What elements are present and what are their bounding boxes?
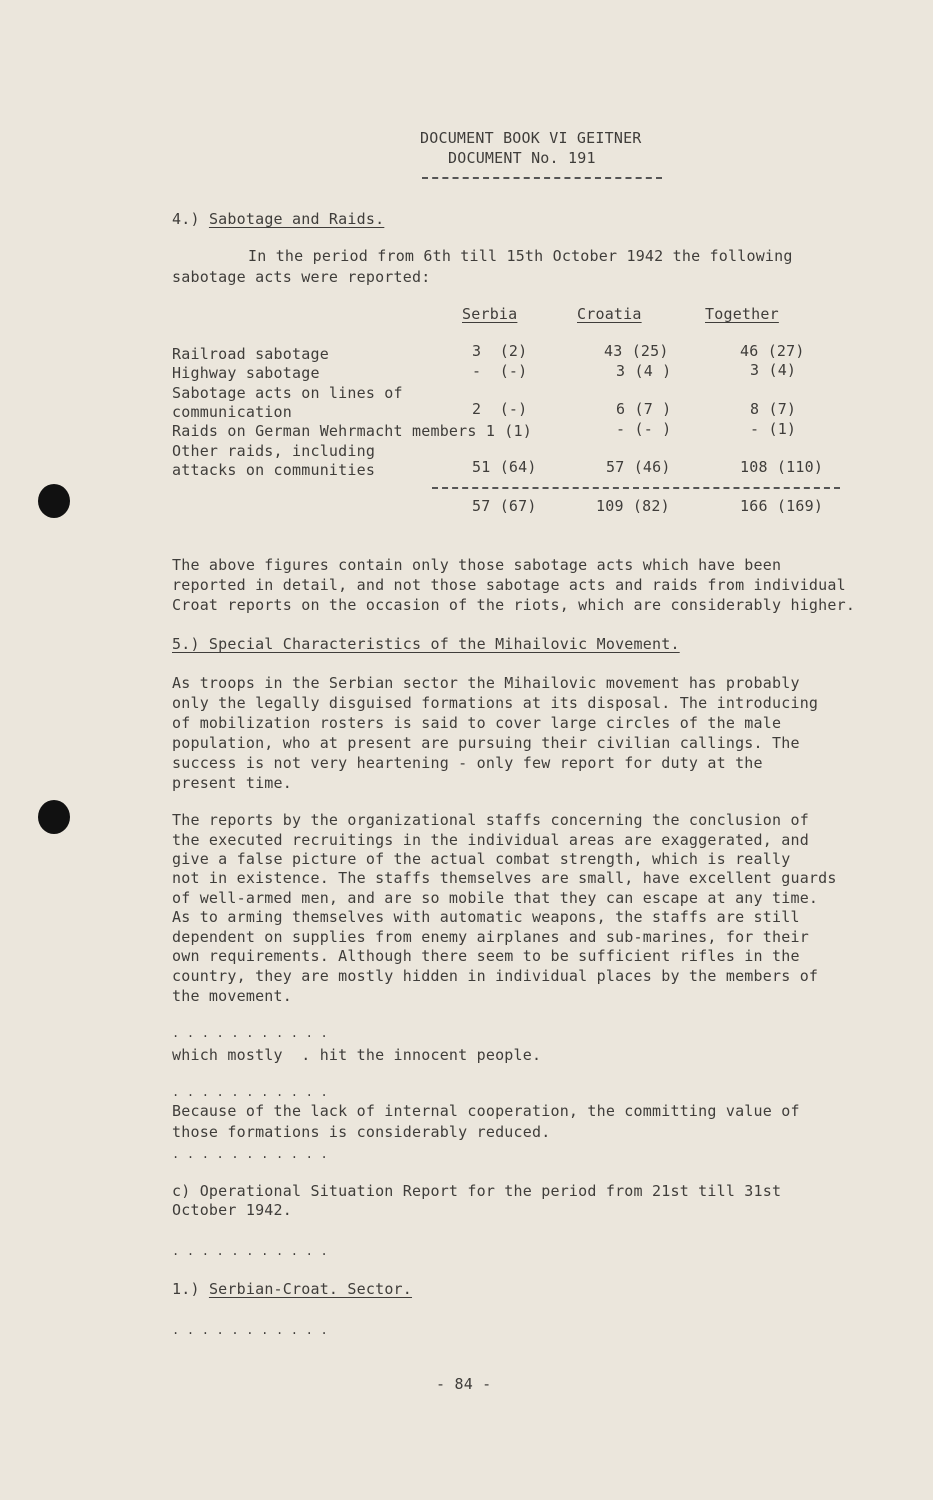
- table-cell: - (1): [750, 420, 797, 438]
- table-total-together: 166 (169): [740, 497, 824, 515]
- paragraph-line: not in existence. The staffs themselves are small, have excellent guards: [172, 869, 837, 887]
- paragraph-line: give a false picture of the actual combat strength, which is really: [172, 850, 791, 868]
- table-cell: 43 (25): [604, 342, 669, 360]
- table-cell: 2 (-): [472, 400, 528, 418]
- paragraph-line: present time.: [172, 774, 292, 792]
- table-cell: 108 (110): [740, 458, 824, 476]
- ellipsis-marker: . . . . . . . . . . .: [172, 1026, 328, 1040]
- punch-hole-icon: [38, 484, 70, 518]
- table-row-label-line2: attacks on communities: [172, 461, 376, 479]
- section-4-heading: 4.) Sabotage and Raids.: [172, 210, 385, 228]
- paragraph-line: only the legally disguised formations at its disposal. The introducing: [172, 694, 819, 712]
- table-row-label-line1: Other raids, including: [172, 442, 376, 460]
- paragraph-line: those formations is considerably reduced.: [172, 1123, 551, 1141]
- header-doc-number: DOCUMENT No. 191: [448, 149, 596, 167]
- section-1-heading: 1.) Serbian-Croat. Sector.: [172, 1280, 413, 1298]
- section-5-heading: 5.) Special Characteristics of the Mihailovic Movement.: [172, 635, 680, 653]
- table-cell: 46 (27): [740, 342, 805, 360]
- table-cell: 51 (64): [472, 458, 537, 476]
- table-cell: 57 (46): [606, 458, 671, 476]
- col-header-together: Together: [705, 305, 779, 323]
- section-4-intro-line2: sabotage acts were reported:: [172, 268, 431, 286]
- header-book: DOCUMENT BOOK VI GEITNER: [420, 129, 642, 147]
- ellipsis-marker: . . . . . . . . . . .: [172, 1244, 328, 1258]
- col-header-croatia: Croatia: [577, 305, 642, 323]
- table-total-divider: [432, 487, 840, 489]
- table-row-label: Highway sabotage: [172, 364, 320, 382]
- table-cell: 3 (4): [750, 361, 797, 379]
- paragraph-line: own requirements. Although there seem to be sufficient rifles in the: [172, 947, 800, 965]
- table-cell: - (-): [472, 362, 528, 380]
- table-cell: 3 (2): [472, 342, 528, 360]
- table-cell: 8 (7): [750, 400, 797, 418]
- paragraph-line: success is not very heartening - only few report for duty at the: [172, 754, 763, 772]
- paragraph-line: Because of the lack of internal cooperation, the committing value of: [172, 1102, 800, 1120]
- paragraph-line: reported in detail, and not those sabotage acts and raids from individual: [172, 576, 846, 594]
- table-row-label: Raids on German Wehrmacht members 1 (1): [172, 422, 532, 440]
- paragraph-line: The reports by the organizational staffs concerning the conclusion of: [172, 811, 809, 829]
- paragraph-line: of mobilization rosters is said to cover large circles of the male: [172, 714, 782, 732]
- section-4-intro-line1: In the period from 6th till 15th October 1942 the following: [248, 247, 793, 265]
- paragraph-line: country, they are mostly hidden in individual places by the members of: [172, 967, 819, 985]
- ellipsis-marker: . . . . . . . . . . .: [172, 1085, 328, 1099]
- paragraph-line: population, who at present are pursuing their civilian callings. The: [172, 734, 800, 752]
- paragraph-line: which mostly . hit the innocent people.: [172, 1046, 542, 1064]
- paragraph-line: c) Operational Situation Report for the period from 21st till 31st: [172, 1182, 782, 1200]
- table-cell: 6 (7 ): [616, 400, 672, 418]
- table-cell: 3 (4 ): [616, 362, 672, 380]
- ellipsis-marker: . . . . . . . . . . .: [172, 1147, 328, 1161]
- punch-hole-icon: [38, 800, 70, 834]
- paragraph-line: dependent on supplies from enemy airplanes and sub-marines, for their: [172, 928, 809, 946]
- ellipsis-marker: . . . . . . . . . . .: [172, 1323, 328, 1337]
- paragraph-line: Croat reports on the occasion of the riots, which are considerably higher.: [172, 596, 856, 614]
- table-row-label-line1: Sabotage acts on lines of: [172, 384, 403, 402]
- paragraph-line: The above figures contain only those sabotage acts which have been: [172, 556, 782, 574]
- table-total-serbia: 57 (67): [472, 497, 537, 515]
- table-cell: - (- ): [616, 420, 672, 438]
- table-row-label: Railroad sabotage: [172, 345, 329, 363]
- header-divider: [422, 177, 662, 179]
- table-total-croatia: 109 (82): [596, 497, 670, 515]
- paragraph-line: October 1942.: [172, 1201, 292, 1219]
- paragraph-line: As to arming themselves with automatic weapons, the staffs are still: [172, 908, 800, 926]
- page-number: - 84 -: [436, 1375, 492, 1393]
- paragraph-line: the movement.: [172, 987, 292, 1005]
- paragraph-line: of well-armed men, and are so mobile that they can escape at any time.: [172, 889, 819, 907]
- table-row-label-line2: communication: [172, 403, 292, 421]
- col-header-serbia: Serbia: [462, 305, 518, 323]
- paragraph-line: As troops in the Serbian sector the Mihailovic movement has probably: [172, 674, 800, 692]
- paragraph-line: the executed recruitings in the individual areas are exaggerated, and: [172, 831, 809, 849]
